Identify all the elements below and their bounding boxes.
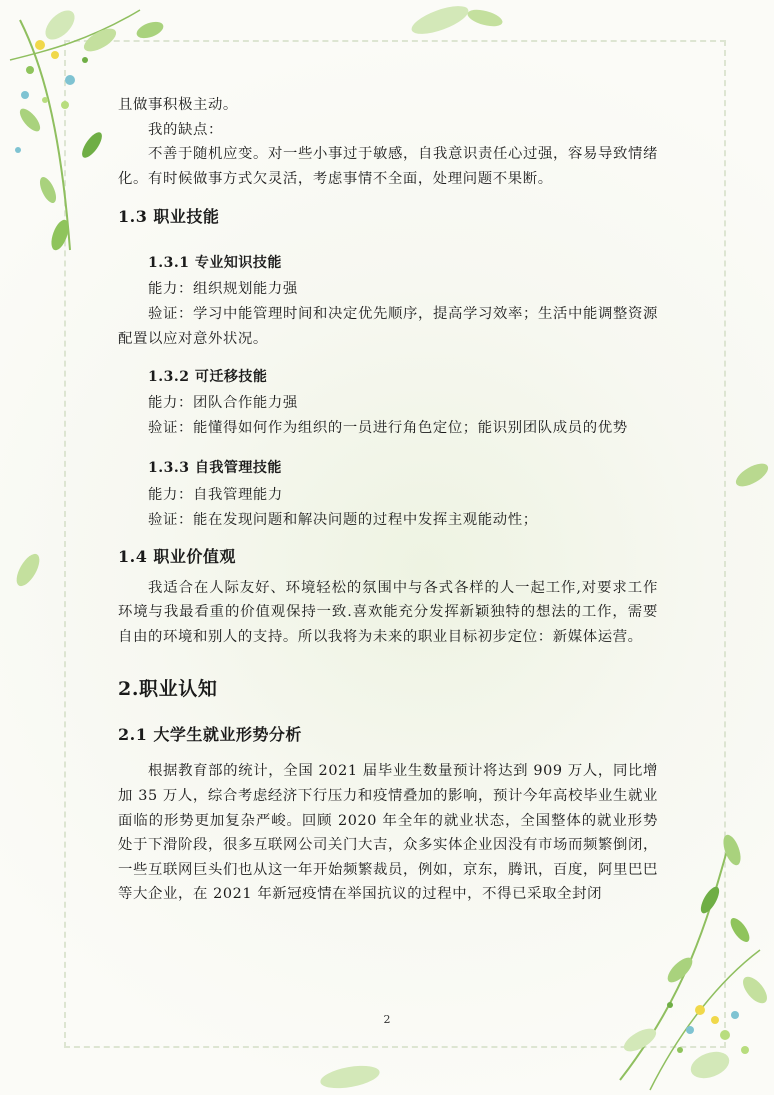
subsection-heading-1-3-2: 1.3.2 可迁移技能 xyxy=(148,369,268,386)
ability-1-3-3: 能力：自我管理能力 xyxy=(148,487,283,504)
section-heading-1-3: 1.3 职业技能 xyxy=(118,207,220,227)
paragraph-intro-line: 且做事积极主动。 xyxy=(118,97,238,113)
leaf-decoration-bottom-left xyxy=(300,1055,420,1095)
proof-1-3-1: 验证：学习中能管理时间和决定优先顺序，提高学习效率；生活中能调整资源配置以应对意外状况。 xyxy=(118,305,658,347)
ability-1-3-1: 能力：组织规划能力强 xyxy=(148,281,298,298)
values-paragraph: 我适合在人际友好、环境轻松的氛围中与各式各样的人一起工作,对要求工作环境与我最看重的价值观保持一致.喜欢能充分发挥新颖独特的想法的工作，需要自由的环境和别人的支持。所以我将为未来的职业目标初步定位：新媒体运营。 xyxy=(118,579,658,645)
employment-analysis-paragraph: 根据教育部的统计，全国 2021 届毕业生数量预计将达到 909 万人，同比增加 35 万人，综合考虑经济下行压力和疫情叠加的影响，预计今年高校毕业生就业面临的形势更加复杂严峻。回顾 2020 年全年的就业状态，全国整体的就业形势处于下滑阶段，很多互联网公司关门大吉，众多实体企业因没有市场而频繁倒闭，一些互联网巨头们也从这一年开始频繁裁员，例如，京东，腾讯，百度，阿里巴巴等大企业，在 2021 年新冠疫情在举国抗议的过程中，不得已采取全封闭 xyxy=(118,763,658,903)
section-heading-1-4: 1.4 职业价值观 xyxy=(118,546,236,566)
page-number: 2 xyxy=(383,1013,391,1026)
leaf-decoration-right xyxy=(730,455,774,495)
leaf-decoration-left xyxy=(8,545,48,595)
weakness-paragraph: 不善于随机应变。对一些小事过于敏感，自我意识责任心过强，容易导致情绪化。有时候做事方式欠灵活，考虑事情不全面，处理问题不果断。 xyxy=(118,146,658,187)
document-body xyxy=(118,93,658,907)
ability-1-3-2: 能力：团队合作能力强 xyxy=(148,395,298,412)
proof-1-3-2: 验证：能懂得如何作为组织的一员进行角色定位；能识别团队成员的优势 xyxy=(148,419,628,436)
weakness-heading: 我的缺点： xyxy=(148,121,223,138)
subsection-heading-1-3-1: 1.3.1 专业知识技能 xyxy=(148,255,282,272)
proof-1-3-3: 验证：能在发现问题和解决问题的过程中发挥主观能动性； xyxy=(148,511,538,528)
subsection-heading-1-3-3: 1.3.3 自我管理技能 xyxy=(148,460,282,477)
chapter-heading-2: 2.职业认知 xyxy=(118,678,218,701)
leaf-decoration-top-right xyxy=(400,0,520,50)
section-heading-2-1: 2.1 大学生就业形势分析 xyxy=(118,725,302,745)
